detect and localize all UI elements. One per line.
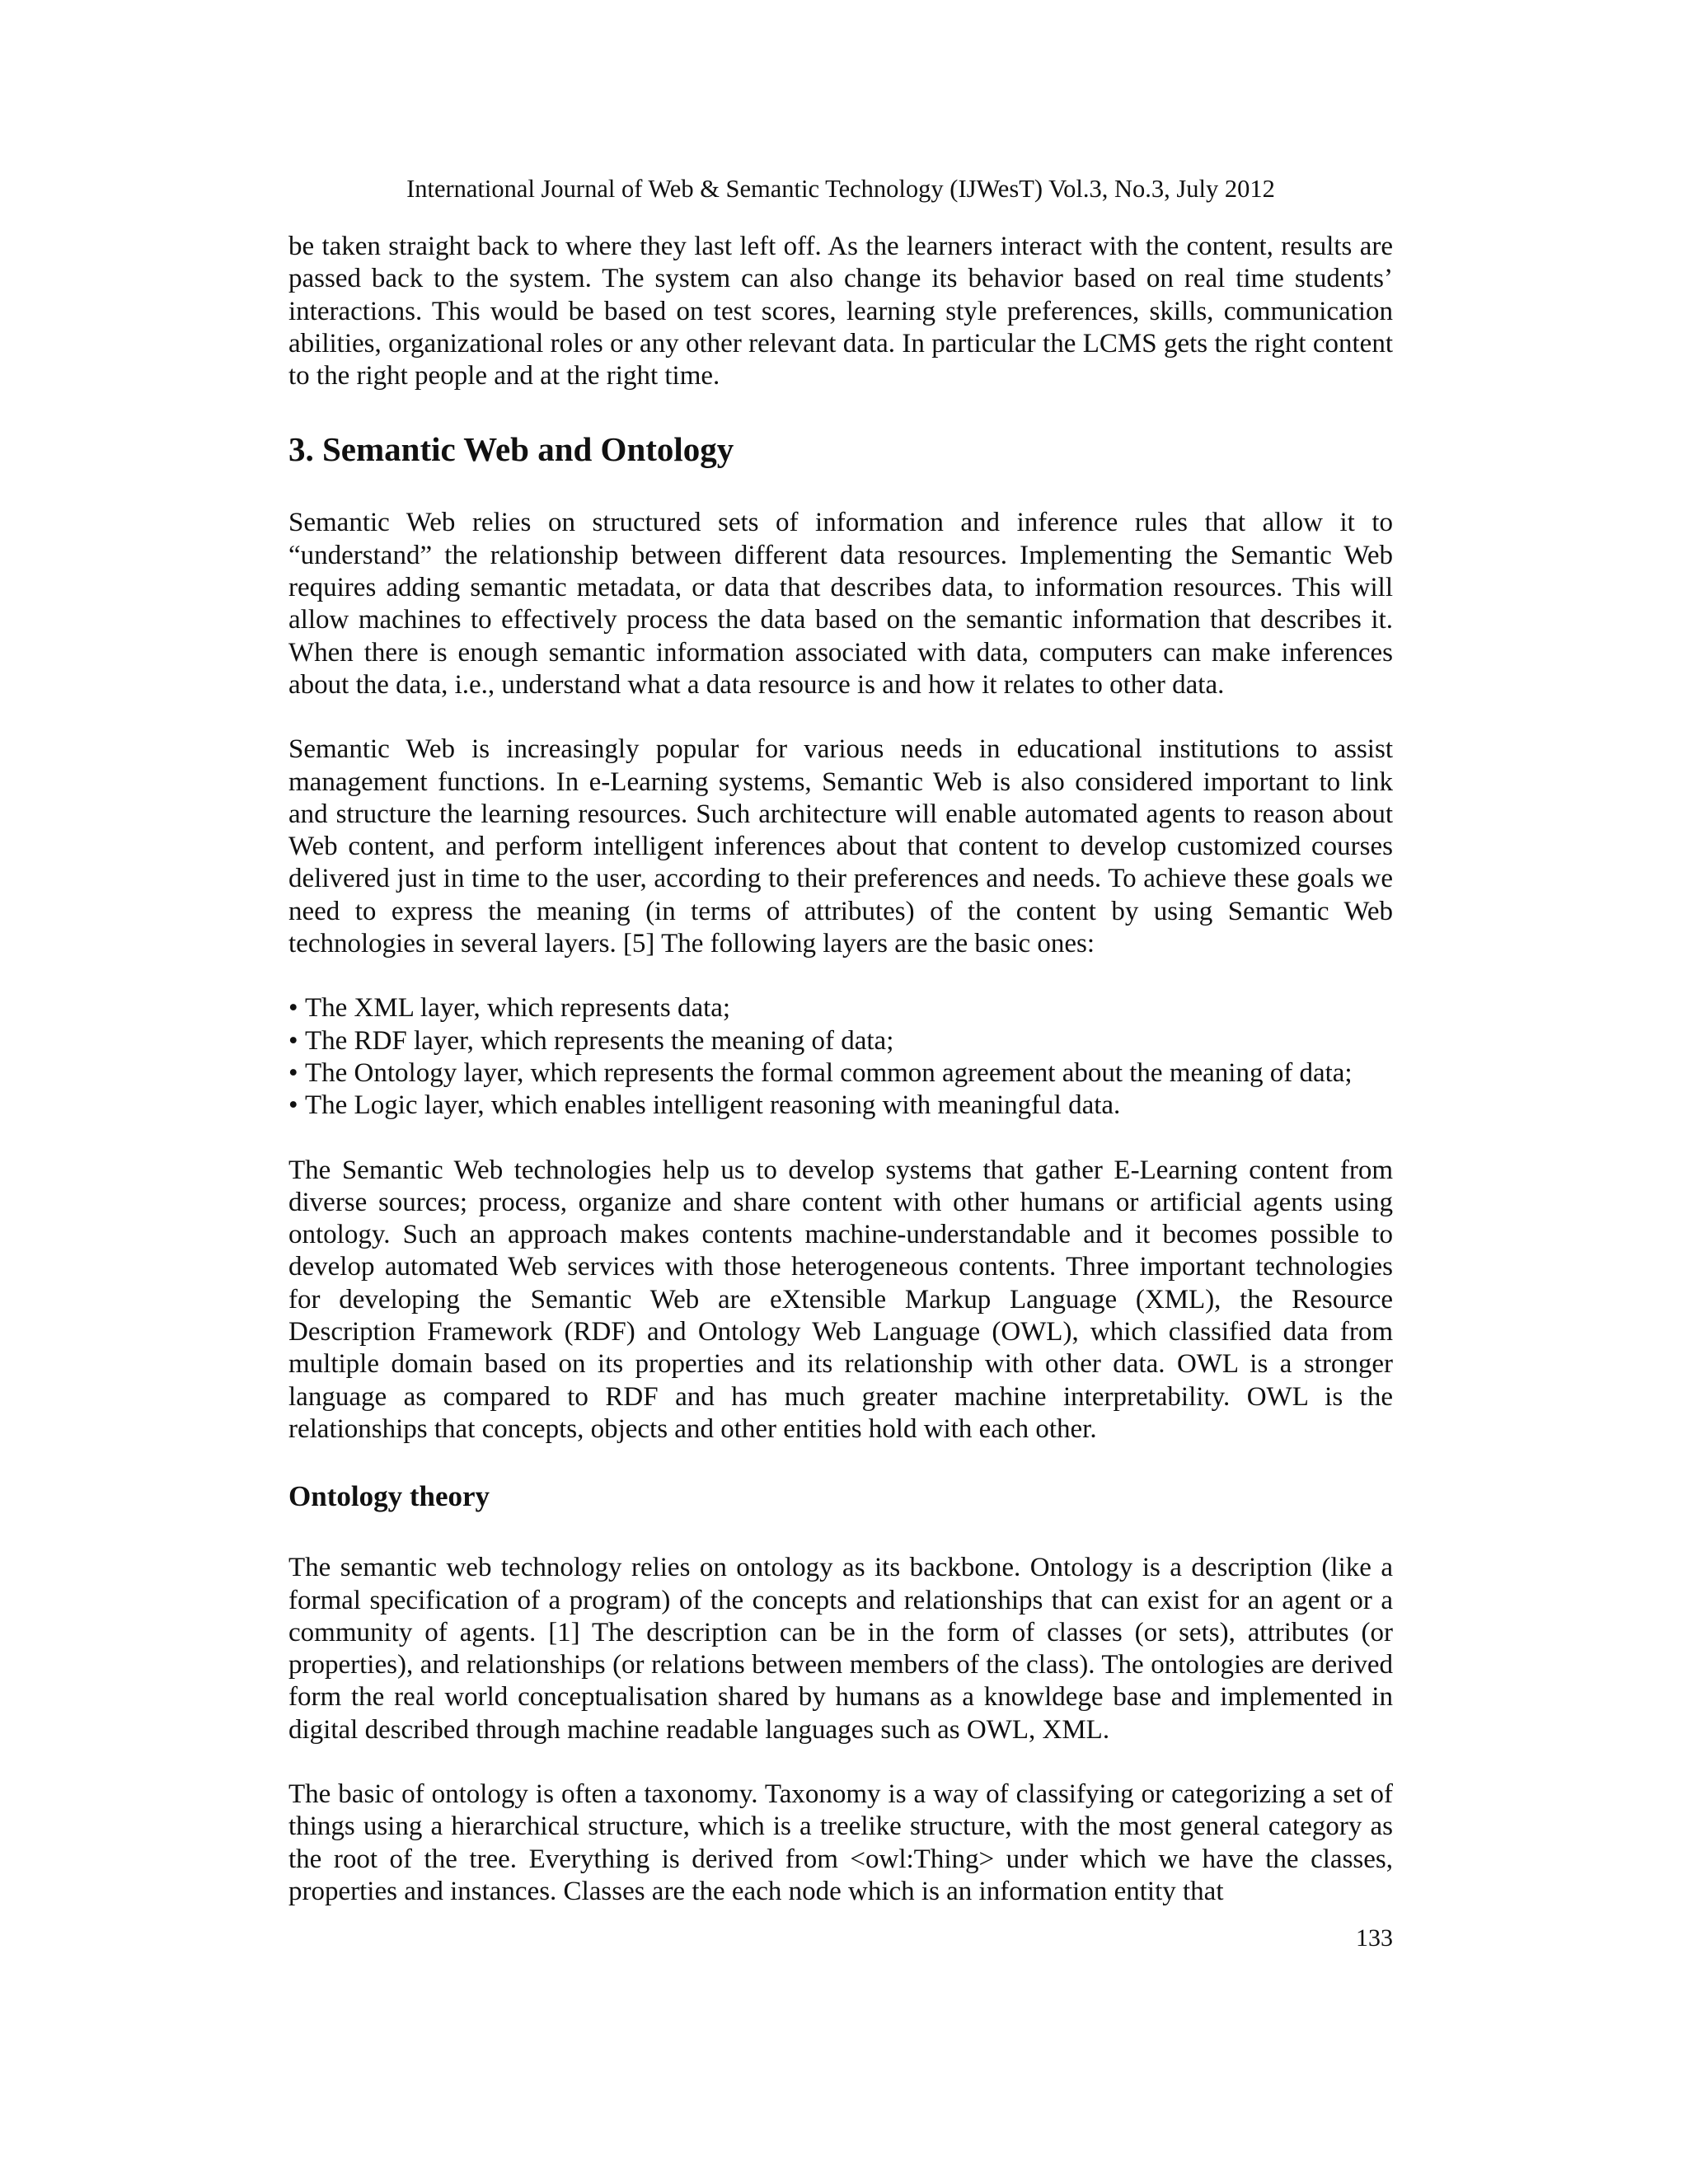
- layer-list: [288, 992, 1393, 1122]
- taxonomy-paragraph: The basic of ontology is often a taxonomy. Taxonomy is a way of classifying or categorizing a set of things using a hierarchical structure, which is a treelike structure, with the most general category as the root of the tree. Everything is derived from <owl:Thing> under which we have the classes, properties and instances. Classes are the each node which is an information entity that: [288, 1779, 1393, 1906]
- list-item-text: The XML layer, which represents data;: [305, 993, 731, 1024]
- ontology-paragraph: The semantic web technology relies on ontology as its backbone. Ontology is a description (like a formal specification of a program) of the concepts and relationships that can exist for an agent or a community of agents. [1] The description can be in the form of classes (or sets), attributes (or properties), and relationships (or relations between members of the class). The ontologies are derived form the real world conceptualisation shared by humans as a knowldege base and implemented in digital described through machine readable languages such as OWL, XML.: [288, 1553, 1393, 1745]
- bullet-icon: •: [288, 1025, 298, 1056]
- bullet-icon: •: [288, 1057, 298, 1088]
- list-item: [288, 992, 1393, 1024]
- page-content: [288, 231, 1393, 1908]
- subsection-heading: Ontology theory: [288, 1480, 490, 1513]
- technologies-paragraph: The Semantic Web technologies help us to develop systems that gather E-Learning content from diverse sources; process, organize and share content with other humans or artificial agents using ontology. Such an approach makes contents machine-understandable and it becomes possible to develop automated Web services with those heterogeneous contents. Three important technologies for developing the Semantic Web are eXtensible Markup Language (XML), the Resource Description Framework (RDF) and Ontology Web Language (OWL), which classified data from multiple domain based on its properties and its relationship with other data. OWL is a stronger language as compared to RDF and has much greater machine interpretability. OWL is the relationships that concepts, objects and other entities hold with each other.: [288, 1155, 1393, 1444]
- document-page: [288, 0, 1393, 2184]
- intro-paragraph: be taken straight back to where they last left off. As the learners interact with the content, results are passed back to the system. The system can also change its behavior based on real time students’ interactions. This would be based on test scores, learning style preferences, skills, communication abilities, organizational roles or any other relevant data. In particular the LCMS gets the right content to the right people and at the right time.: [288, 232, 1393, 391]
- section-heading: 3. Semantic Web and Ontology: [288, 430, 734, 469]
- semantic-web-paragraph: Semantic Web relies on structured sets of information and inference rules that allow it to “understand” the relationship between different data resources. Implementing the Semantic Web requires adding semantic metadata, or data that describes data, to information resources. This will allow machines to effectively process the data based on the semantic information that describes it. When there is enough semantic information associated with data, computers can make inferences about the data, i.e., understand what a data resource is and how it relates to other data.: [288, 508, 1393, 700]
- elearning-paragraph: Semantic Web is increasingly popular for various needs in educational institutions to assist management functions. In e-Learning systems, Semantic Web is also considered important to link and structure the learning resources. Such architecture will enable automated agents to reason about Web content, and perform intelligent inferences about that content to develop customized courses delivered just in time to the user, according to their preferences and needs. To achieve these goals we need to express the meaning (in terms of attributes) of the content by using Semantic Web technologies in several layers. [5] The following layers are the basic ones:: [288, 734, 1393, 959]
- page-number: 133: [1356, 1924, 1393, 1952]
- bullet-icon: •: [288, 1090, 298, 1121]
- list-item-text: The Logic layer, which enables intelligent reasoning with meaningful data.: [305, 1090, 1121, 1121]
- list-item: [288, 1057, 1393, 1090]
- list-item: [288, 1025, 1393, 1057]
- list-item-text: The Ontology layer, which represents the formal common agreement about the meaning of data;: [305, 1057, 1353, 1088]
- bullet-icon: •: [288, 993, 298, 1024]
- running-header: International Journal of Web & Semantic Technology (IJWesT) Vol.3, No.3, July 2012: [406, 175, 1275, 203]
- list-item: [288, 1090, 1393, 1122]
- list-item-text: The RDF layer, which represents the meaning of data;: [305, 1025, 894, 1056]
